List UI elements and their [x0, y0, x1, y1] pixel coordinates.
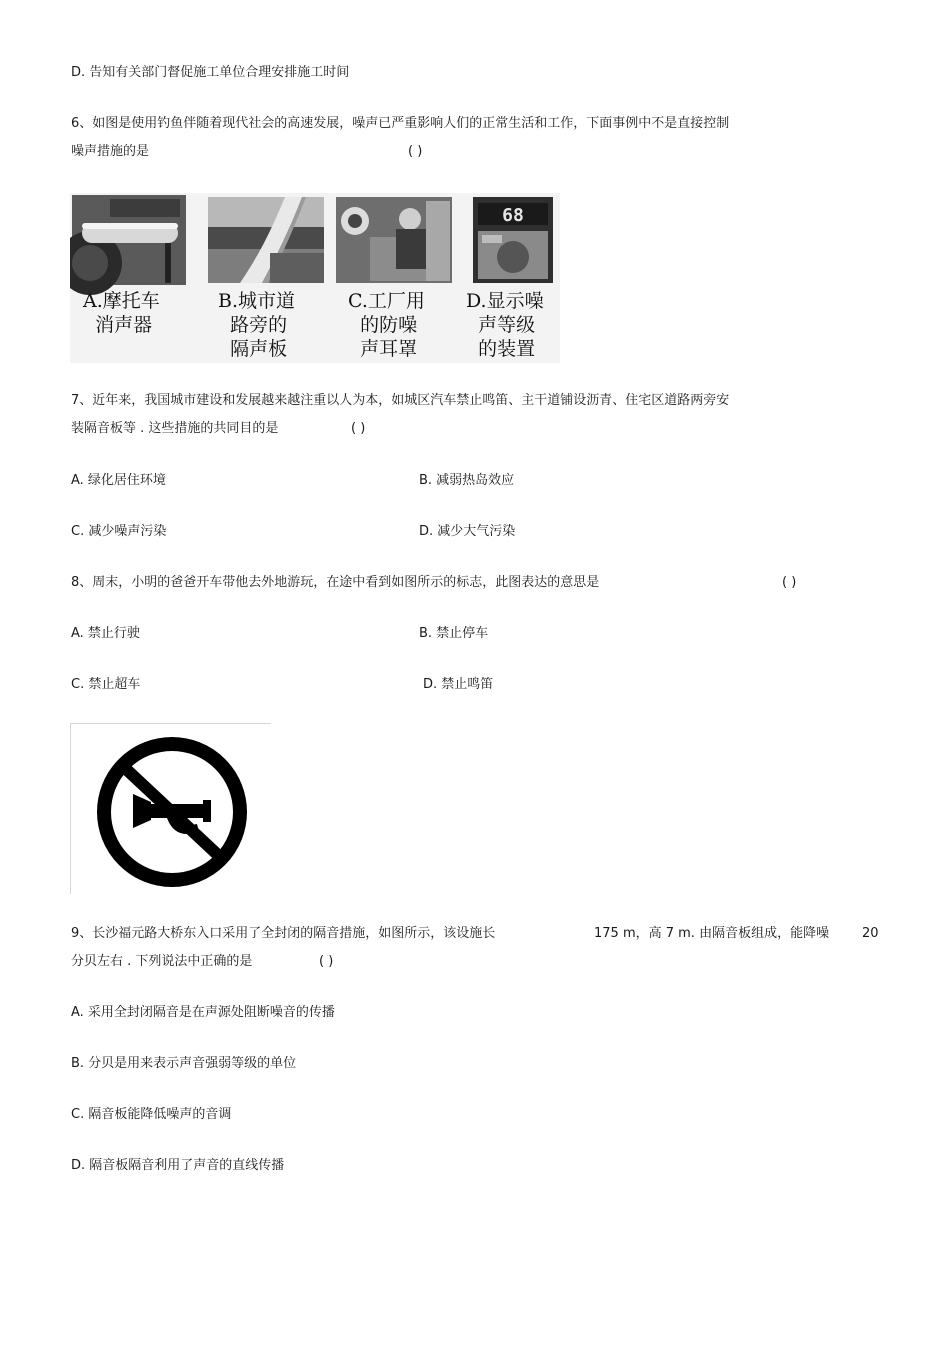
q6-stem-line1: 6、如图是使用钓鱼伴随着现代社会的高速发展，噪声已严重影响人们的正常生活和工作，下面事例中不是直接控制 [71, 116, 730, 131]
q9-option-b: B. 分贝是用来表示声音强弱等级的单位 [71, 1056, 297, 1071]
q7-option-c: C. 减少噪声污染 [71, 524, 167, 539]
prev-option-d: D. 告知有关部门督促施工单位合理安排施工时间 [71, 65, 350, 80]
q9-stem-decibels: 20 [862, 926, 879, 941]
q6-figure [70, 193, 560, 363]
q8-option-c: C. 禁止超车 [71, 677, 141, 692]
motorcycle-muffler-photo [70, 195, 186, 295]
q9-option-a: A. 采用全封闭隔音是在声源处阻断噪音的传播 [71, 1005, 335, 1020]
no-horn-sign-icon [71, 724, 272, 895]
q6-answer-paren: ( ) [408, 144, 423, 159]
q9-stem-line1: 9、长沙福元路大桥东入口采用了全封闭的隔音措施，如图所示，该设施长 [71, 926, 496, 941]
q6-stem-line2: 噪声措施的是 [71, 144, 150, 159]
q9-option-d: D. 隔音板隔音利用了声音的直线传播 [71, 1158, 285, 1173]
q8-answer-paren: ( ) [782, 575, 797, 590]
road-sound-barrier-photo [208, 197, 324, 283]
q7-option-d: D. 减少大气污染 [419, 524, 516, 539]
q8-option-d: D. 禁止鸣笛 [423, 677, 494, 692]
q7-answer-paren: ( ) [351, 421, 366, 436]
noise-display-photo [473, 197, 553, 283]
q9-option-c: C. 隔音板能降低噪声的音调 [71, 1107, 232, 1122]
noise-level-readout: 68 [502, 205, 524, 226]
panel-d-caption: D.显示噪 声等级 的装置 [466, 290, 544, 360]
q7-option-b: B. 减弱热岛效应 [419, 473, 515, 488]
no-horn-sign [70, 723, 271, 894]
panel-c-caption: C.工厂用 的防噪 声耳罩 [348, 290, 425, 360]
q9-stem-line2: 分贝左右 . 下列说法中正确的是 [71, 954, 253, 969]
factory-earmuff-photo [336, 197, 452, 283]
q9-stem-measurements: 175 m，高 7 m. 由隔音板组成，能降噪 [594, 926, 830, 941]
q7-stem-line2: 装隔音板等 . 这些措施的共同目的是 [71, 421, 279, 436]
q8-stem: 8、周末，小明的爸爸开车带他去外地游玩，在途中看到如图所示的标志，此图表达的意思是 [71, 575, 600, 590]
q7-option-a: A. 绿化居住环境 [71, 473, 166, 488]
q8-option-b: B. 禁止停车 [419, 626, 489, 641]
q7-stem-line1: 7、近年来，我国城市建设和发展越来越注重以人为本，如城区汽车禁止鸣笛、主干道铺设沥青、住宅区道路两旁安 [71, 393, 730, 408]
q8-option-a: A. 禁止行驶 [71, 626, 140, 641]
q9-answer-paren: ( ) [319, 954, 334, 969]
panel-b-caption: B.城市道 路旁的 隔声板 [218, 290, 296, 360]
panel-a-caption: A.摩托车 消声器 [83, 290, 160, 336]
